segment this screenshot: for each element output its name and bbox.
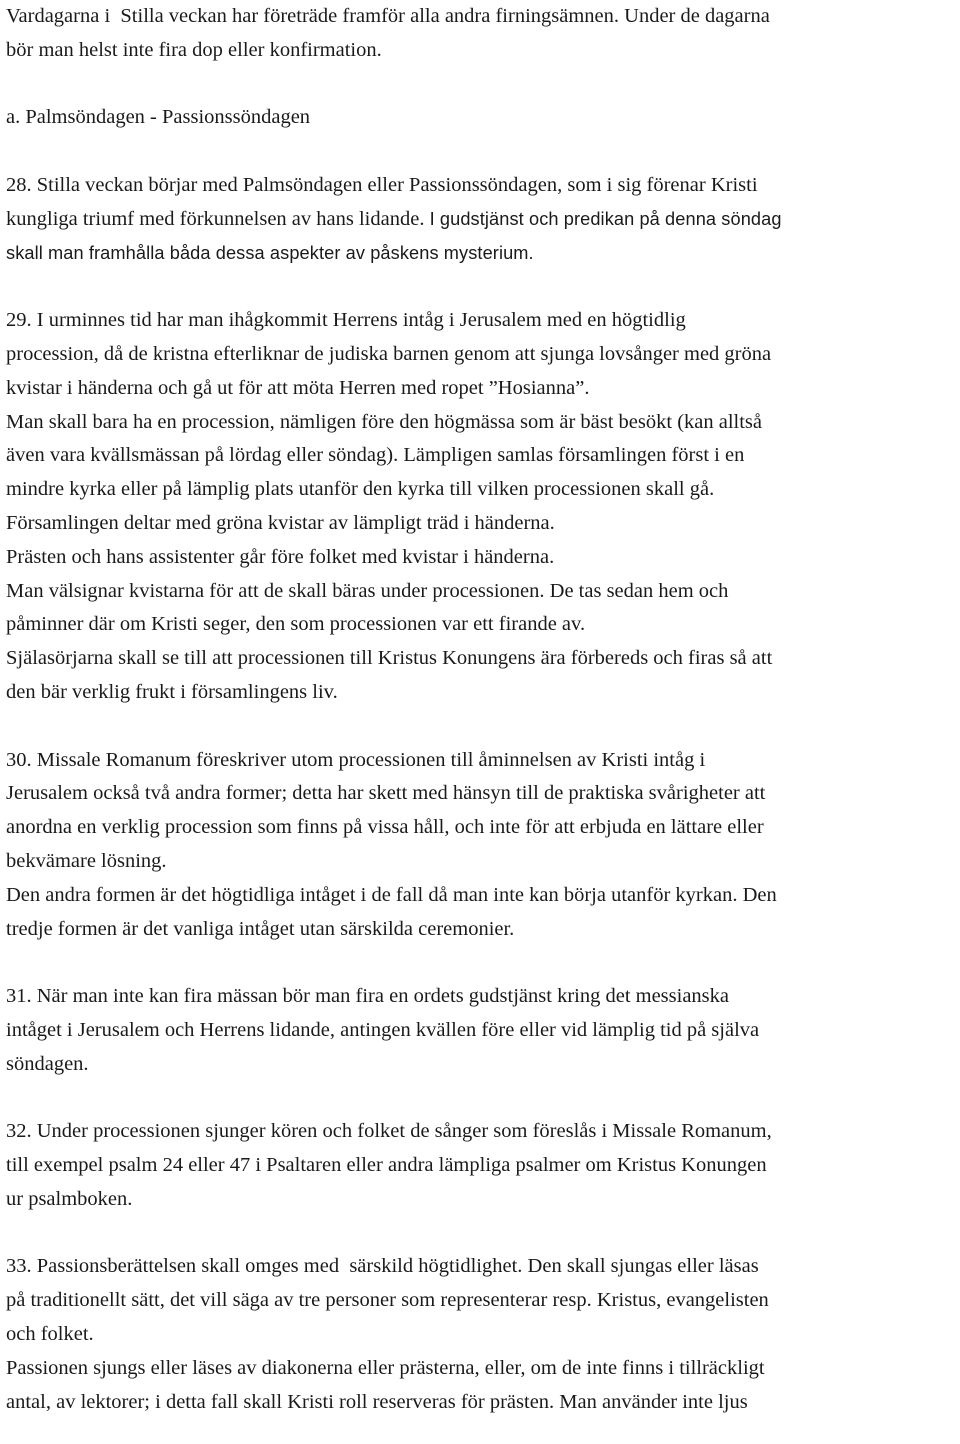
text-line: Jerusalem också två andra former; detta har skett med hänsyn till de praktiska svårigheter att — [6, 782, 766, 805]
paragraph-31 — [6, 980, 960, 1081]
text-line: den bär verklig frukt i församlingens liv. — [6, 680, 338, 703]
text-line: antal, av lektorer; i detta fall skall Kristi roll reserveras för prästen. Man använder inte ljus — [6, 1390, 748, 1413]
text-line: påminner där om Kristi seger, den som processionen var ett firande av. — [6, 613, 586, 636]
section-heading — [6, 101, 960, 135]
blank-line — [6, 68, 960, 102]
text-line: på traditionellt sätt, det vill säga av tre personer som representerar resp. Kristus, evangelisten — [6, 1289, 769, 1312]
text-segment: kungliga triumf med förkunnelsen av hans lidande. — [6, 207, 425, 230]
text-line: 33. Passionsberättelsen skall omges med särskild högtidlighet. Den skall sjungas eller läsas — [6, 1255, 759, 1278]
text-line: 28. Stilla veckan börjar med Palmsöndagen eller Passionssöndagen, som i sig förenar Kristi — [6, 173, 758, 196]
text-line: Man välsignar kvistarna för att de skall bäras under processionen. De tas sedan hem och — [6, 579, 729, 602]
text-line: Man skall bara ha en procession, nämligen före den högmässa som är bäst besökt (kan alltså — [6, 410, 763, 433]
text-line: Vardagarna i Stilla veckan har företräde framför alla andra firningsämnen. Under de dagarna — [6, 5, 770, 27]
text-line: Den andra formen är det högtidliga intåget i de fall då man inte kan börja utanför kyrkan. Den — [6, 883, 777, 906]
text-line: skall man framhålla båda dessa aspekter av påskens mysterium. — [6, 242, 534, 263]
text-line: procession, då de kristna efterliknar de judiska barnen genom att sjunga lovsånger med gröna — [6, 342, 772, 365]
text-line: även vara kvällsmässan på lördag eller söndag). Lämpligen samlas församlingen först i en — [6, 444, 745, 467]
text-line: anordna en verklig procession som finns på vissa håll, och inte för att erbjuda en lättare eller — [6, 816, 764, 839]
blank-line — [6, 1082, 960, 1116]
text-line: Församlingen deltar med gröna kvistar av lämpligt träd i händerna. — [6, 511, 555, 534]
text-line — [6, 203, 960, 237]
blank-line — [6, 710, 960, 744]
text-line: 30. Missale Romanum föreskriver utom processionen till åminnelsen av Kristi intåg i — [6, 748, 706, 771]
text-line: kvistar i händerna och gå ut för att möta Herren med ropet ”Hosianna”. — [6, 376, 590, 399]
text-line: till exempel psalm 24 eller 47 i Psaltaren eller andra lämpliga psalmer om Kristus Konungen — [6, 1154, 767, 1177]
text-line: a. Palmsöndagen - Passionssöndagen — [6, 106, 311, 129]
text-line: bör man helst inte fira dop eller konfirmation. — [6, 38, 382, 61]
text-line: mindre kyrka eller på lämplig plats utanför den kyrka till vilken processionen skall gå. — [6, 478, 715, 501]
text-line: Prästen och hans assistenter går före folket med kvistar i händerna. — [6, 545, 555, 568]
text-line: Själasörjarna skall se till att processionen till Kristus Konungens ära förbereds och firas så att — [6, 647, 773, 670]
blank-line — [6, 270, 960, 304]
text-line: söndagen. — [6, 1052, 89, 1075]
paragraph-29 — [6, 304, 960, 710]
text-line: intåget i Jerusalem och Herrens lidande, antingen kvällen före eller vid lämplig tid på själva — [6, 1018, 760, 1041]
document-page — [6, 0, 960, 1419]
text-line: 29. I urminnes tid har man ihågkommit Herrens intåg i Jerusalem med en högtidlig — [6, 309, 686, 332]
text-line: 32. Under processionen sjunger kören och folket de sånger som föreslås i Missale Romanum, — [6, 1120, 772, 1143]
blank-line — [6, 946, 960, 980]
paragraph-intro — [6, 0, 960, 68]
blank-line — [6, 1217, 960, 1251]
paragraph-28 — [6, 169, 960, 270]
text-segment-sans: I gudstjänst och predikan på denna söndag — [424, 208, 782, 229]
text-line: bekvämare lösning. — [6, 849, 167, 872]
paragraph-30 — [6, 744, 960, 947]
paragraph-33 — [6, 1250, 960, 1419]
text-line: Passionen sjungs eller läses av diakonerna eller prästerna, eller, om de inte finns i tillräckligt — [6, 1356, 765, 1379]
text-line: 31. När man inte kan fira mässan bör man fira en ordets gudstjänst kring det messianska — [6, 985, 730, 1008]
text-line: ur psalmboken. — [6, 1187, 133, 1210]
text-line: tredje formen är det vanliga intåget utan särskilda ceremonier. — [6, 917, 515, 940]
paragraph-32 — [6, 1115, 960, 1216]
blank-line — [6, 135, 960, 169]
text-line: och folket. — [6, 1323, 94, 1346]
